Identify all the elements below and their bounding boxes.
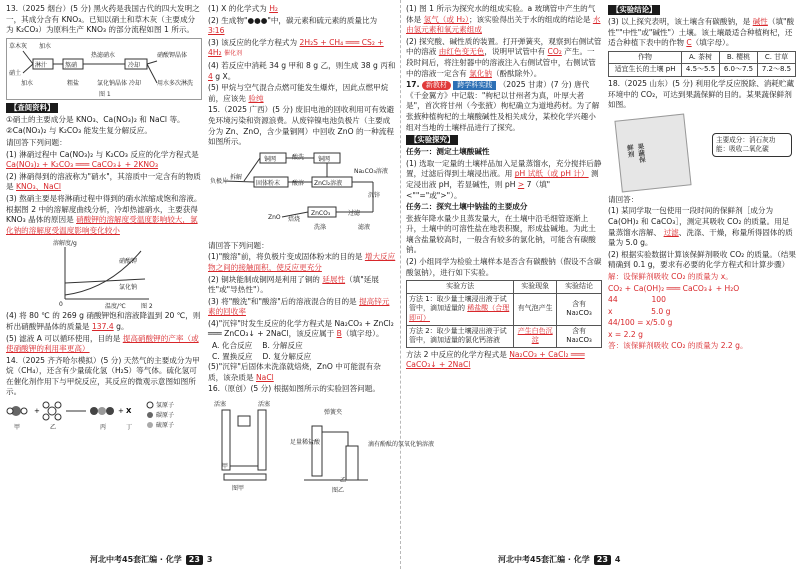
answer: 硝酸钾的溶解度受温度影响较大，氯化钠的溶解度受温度影响变化较小 xyxy=(6,215,198,235)
table-cell: 7.2～8.5 xyxy=(758,64,796,77)
answer: KNO₃、NaCl xyxy=(16,182,62,192)
flow1-label: 氯化钠晶体 xyxy=(97,79,128,87)
answer: 3∶16 xyxy=(208,26,225,36)
flow15-label: ZnCl₂溶液 xyxy=(314,179,343,187)
q16-s1: (1) 图 1 所示为探究水的组成实验。a 玻璃管中产生的气体是 氢气（或 H₂）；该实验得出关于水的组成的结论是 水由氢元素和氧元素组成 xyxy=(406,4,601,35)
flow1-label: 草木灰 xyxy=(9,42,28,50)
interdisciplinary-tag: 跨学科实践 xyxy=(453,81,496,90)
info-2: ②Ca(NO₃)₂ 与 K₂CO₃ 能发生复分解反应。 xyxy=(6,126,152,136)
q14-s1: (1) X 的化学式为 H₂ xyxy=(208,4,278,13)
flow15-label: 酸溶 xyxy=(292,179,305,187)
mol-label: 甲 xyxy=(14,424,21,432)
conclusion-header: 【实验结论】 xyxy=(608,5,660,15)
legend-item: 硫原子 xyxy=(156,422,175,430)
table-cell: C. 甘草 xyxy=(758,51,796,64)
flow-diagram-1 xyxy=(7,39,201,99)
svg-text:+: + xyxy=(34,407,40,416)
answer: > xyxy=(517,179,525,189)
table-cell: 6.0～7.5 xyxy=(720,64,758,77)
experiment-table xyxy=(406,280,602,348)
q18-stem: 18.（2025 山东）(5 分) 利用化学反应脱除、消耗贮藏环境中的 CO₂，可达到果蔬保鲜的目的。某果蔬保鲜剂如图。 xyxy=(608,78,795,110)
answer: Ca(NO₃)₂ + K₂CO₃ ═══ CaCO₃↓ + 2KNO₃ xyxy=(6,160,159,170)
footer-title: 河北中考45套汇编 · 化学 xyxy=(498,554,590,564)
q15-s4: (4)"沉锌"时发生反应的化学方程式是 Na₂CO₃ + ZnCl₂ ═══ ZnCO₃↓ + 2NaCl，该反应属于 B（填字母）。 xyxy=(208,318,394,339)
q14-s5: (5) 甲烷与空气混合点燃可能发生爆炸，因此点燃甲烷前，应该先 验纯 xyxy=(208,83,389,103)
flow1-label: 用水多次淋洗 xyxy=(157,79,194,87)
table-row xyxy=(609,51,796,64)
q15-options xyxy=(208,352,396,363)
preservative-packet-image xyxy=(614,113,691,192)
flow1-label: 冷却 xyxy=(128,61,141,69)
footer-title: 河北中考45套汇编 · 化学 xyxy=(90,554,182,564)
task-2-intro: 张掖年降水量少且蒸发量大，在土壤中沿毛细管逐渐上升，土壤中的可溶性盐在地表积聚，形成盐碱地。为此土壤含盐量较高时，一般含有较多的氯化钠，可能含有碳酸钠。 xyxy=(406,213,596,255)
answer: 氢气（或 H₂） xyxy=(423,14,469,24)
q18-s1: (1) 某同学取一包使用一段时间的保鲜剂［成分为 Ca(OH)₂ 和 CaCO₃］，测定其吸收 CO₂ 的质量。用足量蒸馏水溶解、 过滤、洗涤、干燥，称量所得固体的质量为 5.0 g。 xyxy=(608,206,793,248)
column-3 xyxy=(406,4,602,372)
solution-line: 44/100 = x/5.0 g xyxy=(608,318,673,328)
flow15-label: 酸洗 xyxy=(292,153,305,161)
mol-jia xyxy=(7,406,27,416)
solution-line: 解：设保鲜剂吸收 CO₂ 的质量为 x。 xyxy=(608,271,733,281)
conclusion-s3: (3) 以上探究表明，该土壤含有碳酸钠，是 碱性（填"酸性""中性"或"碱性"）土壤。该土壤最适合种植枸杞，还适合种植下表中的作物 C（填字母）。 xyxy=(608,17,795,48)
table-header: 实验方法 xyxy=(407,281,514,294)
table-cell: A. 茶树 xyxy=(682,51,720,64)
info-header: 【查阅资料】 xyxy=(6,103,58,113)
table-row xyxy=(407,293,602,325)
answer: CO₂ xyxy=(547,47,562,57)
answer: 验纯 xyxy=(248,93,264,103)
solution-line: CO₂ + Ca(OH)₂ ═══ CaCO₃↓ + H₂O xyxy=(608,283,740,293)
answer: 稀盐酸（合理即可） xyxy=(409,304,510,323)
q13-s2: (2) 淋硝得到的溶液称为"硝水"，其溶质中一定含有的物质是 KNO₃、NaCl xyxy=(6,171,201,192)
apparatus-label: 乙 xyxy=(340,477,347,485)
table-cell: 含有 Na₂CO₃ xyxy=(557,293,602,325)
task-1-s1: (1) 选取一定量的土壤样品加入足量蒸馏水，充分搅拌后静置，过滤后得到土壤浸出液。用 pH 试纸（或 pH 计） 测定浸出液 pH，若显碱性，则 pH > 7（填"<""="或">"）。 xyxy=(406,158,602,200)
footer-page-num: 23 xyxy=(186,555,203,566)
q17-stem: 17. 新教材 跨学科实践 （2025 甘肃）(7 分) 唐代《千金翼方》中记载："枸杞以甘州者为真，叶厚大者是"，首次将甘州（今张掖）枸杞确立为道地药材。为了解张掖种植枸杞的土壤酸碱性及相关成分，某校化学兴趣小组对当地的土壤样品进行了探究。 xyxy=(406,80,600,132)
answer: 2H₂S + CH₄ ═══ CS₂ + 4H₂ xyxy=(208,37,384,58)
footer-right xyxy=(498,553,620,567)
packet-text: 果蔬保鲜剂 xyxy=(625,142,647,163)
q14-stem: 14.（2025 齐齐哈尔模拟）(5 分) 天然气的主要成分为甲烷（CH₄），还含有少量硫化氢（H₂S）等气体。硫化氢可在催化剂作用下与甲烷反应，其反应的微观示意图如图所示。 xyxy=(6,355,200,397)
flow-diagram-15 xyxy=(208,149,396,241)
column-1 xyxy=(6,4,202,433)
q13-stem: 13.（2025 烟台）(5 分) 黑火药是我国古代的四大发明之一，其成分含有 KNO₃。已知以硝土和草木灰（主要成分为 K₂CO₃）为原料生产 KNO₃ 的部分流程如图 1 所示。 xyxy=(6,4,200,35)
packet-callout: 主要成分：消石灰功能：吸收二氧化碳 xyxy=(712,133,792,157)
flow15-label: Na₂CO₃溶液 xyxy=(354,167,388,175)
q14-s4: (4) 若反应中消耗 34 g 甲和 8 g 乙，则生成 38 g 丙和 4 g X。 xyxy=(208,60,396,81)
q15-s1: (1)"酸溶"前，将负极片变成固体粉末的目的是 增大反应物之间的接触面积，使反应更充分 xyxy=(208,252,396,272)
answer: B xyxy=(336,329,342,339)
answer: C xyxy=(686,38,692,48)
q13-s4: (4) 将 80 ℃ 的 269 g 硝酸钾饱和溶液降温到 20 ℃，则析出硝酸钾晶体的质量是 137.4 g。 xyxy=(6,311,201,331)
answer: 过滤 xyxy=(663,227,679,237)
q13-s5: (5) 滤液 A 可以循环使用，目的是 提高硝酸钾的产率（或使硝酸钾的利用率更高） xyxy=(6,333,199,354)
solution-line: 答：该保鲜剂吸收 CO₂ 的质量为 2.2 g。 xyxy=(608,341,748,351)
table-row xyxy=(407,325,602,347)
curve1-label: 硝酸钾 xyxy=(119,258,138,266)
option: A. 化合反应 xyxy=(212,341,253,351)
apparatus-label: 甲 xyxy=(222,463,229,471)
flow1-label: 粗盐 xyxy=(67,79,80,87)
flow15-label: 滤液 xyxy=(358,223,371,231)
flow15-label: 固体粉末 xyxy=(256,179,281,187)
answer: 产生白色沉淀 xyxy=(517,326,553,345)
q16-stem: 16.（原创）(5 分) 根据如图所示的实验回答问题。 xyxy=(208,384,380,394)
ask-text: 请回答： xyxy=(608,194,639,204)
flow1-label: 冷却 xyxy=(129,79,142,87)
solution-line: x 5.0 g xyxy=(608,306,671,316)
answer: 提高锌元素的回收率 xyxy=(208,296,390,317)
solution-line: 44 100 xyxy=(608,295,666,305)
reaction-condition: 催化剂 xyxy=(224,50,243,58)
answer: 延展性 xyxy=(322,274,346,284)
flow15-label: 洗涤 xyxy=(314,223,327,231)
table-row xyxy=(609,64,796,77)
molecule-reaction-svg xyxy=(6,399,200,433)
fig2-ylabel: 溶解度/g xyxy=(53,240,77,248)
figure-1-flow xyxy=(6,38,202,100)
flow15-label: 沉锌 xyxy=(368,191,381,199)
fig2-xlabel: 温度/℃ xyxy=(105,303,126,311)
q14-s3: (3) 该反应的化学方程式为 2H₂S + CH₄ ═══ CS₂ + 4H₂ 催化剂 xyxy=(208,37,384,58)
ask-text: 请回答下列问题： xyxy=(208,240,269,250)
answer: 提高硝酸钾的产率（或使硝酸钾的利用率更高） xyxy=(6,333,199,354)
q15-s3: (3) 将"酸洗"和"酸溶"后的溶液混合的目的是 提高锌元素的回收率 xyxy=(208,296,390,317)
mol-bing xyxy=(90,407,114,415)
q16-s2: (2) 探究酸、碱性质的装置。打开弹簧夹，观察到右侧试管中的溶液 由红色变无色，说明甲试管中有 CO₂ 产生。一段时间后，将注射器中的溶液注入右侧试管中，右侧试管中的溶液一定含有 氯化钠（酚酞除外）。 xyxy=(406,36,602,78)
apparatus-caption: 图甲 xyxy=(232,485,245,493)
answer: H₂ xyxy=(269,4,278,13)
answer: Na₂CO₃ + CaCl₂ ═══ CaCO₃↓ + 2NaCl xyxy=(406,349,585,370)
figure-16 xyxy=(208,396,435,495)
solubility-curve xyxy=(49,237,159,311)
apparatus-svg xyxy=(208,396,435,495)
answer: 碱性 xyxy=(752,17,768,26)
column-4 xyxy=(608,4,796,353)
q15-options xyxy=(208,341,396,352)
q15-s2: (2) 铜块能制成铜网是利用了铜的 延展性（填"延展性"或"导热性"）。 xyxy=(208,274,379,295)
mol-label: 丁 xyxy=(126,424,133,432)
table-header: 适宜生长的土壤 pH xyxy=(609,64,682,77)
flow1-label: 硝土 xyxy=(9,69,22,77)
answer: NaCl xyxy=(255,372,274,382)
apparatus-label: 滴有酚酞的氢氧化钠溶液 xyxy=(368,441,435,449)
task-2-s2: (2) 小组同学为检验土壤样本是否含有碳酸钠（假设不含碳酸氢钠），进行如下实验。 xyxy=(406,257,602,277)
flow15-label: 过滤 xyxy=(348,209,361,217)
info-1: ①硝土的主要成分是 KNO₃、Ca(NO₃)₂ 和 NaCl 等。 xyxy=(6,114,185,124)
table-cell: 含有 Na₂CO₃ xyxy=(557,325,602,347)
flow15-label: 拆解 xyxy=(230,173,243,181)
svg-text:X: X xyxy=(126,407,132,416)
q14-s2: (2) 生成物"●●●"中，碳元素和硫元素的质量比为 3∶16 xyxy=(208,15,378,36)
new-textbook-tag: 新教材 xyxy=(422,81,451,90)
flow1-label: 加水 xyxy=(21,79,34,87)
option: C. 置换反应 xyxy=(212,351,253,361)
flow15-label: 铜网 xyxy=(318,155,331,163)
answer: 增大反应物之间的接触面积，使反应更充分 xyxy=(208,252,396,272)
q13-s3: (3) 熬硝主要是将淋硝过程中得到的硝水浓缩成饱和溶液。根据图 2 中的溶解度曲线分析，冷却热滤硝水，主要获得 KNO₃ 晶体的原因是 硝酸钾的溶解度受温度影响较大，氯化钠的溶解度受温度影响变化较小 xyxy=(6,193,202,235)
flow1-label: 热滤硝水 xyxy=(91,51,116,59)
table-cell: 有气泡产生 xyxy=(514,293,557,325)
flow1-label: 熬硝 xyxy=(65,61,78,69)
legend-item: 碳原子 xyxy=(156,412,175,420)
table-cell xyxy=(514,325,557,347)
flow15-label: 焙烧 xyxy=(288,215,301,223)
figure-15-flow xyxy=(208,149,396,241)
answer: 氯化钠 xyxy=(469,68,492,78)
task-2-title: 任务二：探究土壤中钠盐的主要成分 xyxy=(406,202,528,212)
apparatus-label: 活塞 xyxy=(214,401,227,409)
legend-item: 氢原子 xyxy=(156,402,175,410)
mol-yi xyxy=(43,402,61,420)
apparatus-label: 活塞 xyxy=(258,401,271,409)
answer: pH 试纸（或 pH 计） xyxy=(514,169,589,179)
answer: 水由氢元素和氧元素组成 xyxy=(406,14,601,35)
crop-table xyxy=(608,51,796,77)
preservative-figure xyxy=(608,113,796,193)
table-header: 作物 xyxy=(609,51,682,64)
solution-line: x = 2.2 g xyxy=(608,329,643,339)
ask-text: 请回答下列问题： xyxy=(6,137,67,147)
curve2-label: 氯化钠 xyxy=(119,284,138,292)
answer: 4 xyxy=(208,71,213,81)
electrolysis-apparatus xyxy=(222,410,266,480)
svg-text:+: + xyxy=(118,407,124,416)
nacl-curve xyxy=(65,279,145,283)
table-header: 实验现象 xyxy=(514,281,557,294)
mol-label: 丙 xyxy=(100,424,107,432)
fig2-origin: 0 xyxy=(59,301,63,309)
q15-s5: (5)"沉锌"后固体未洗涤就焙烧，ZnO 中可能混有杂质，该杂质是 NaCl xyxy=(208,362,381,382)
figure-2 xyxy=(6,237,202,311)
solution-block xyxy=(608,272,796,352)
footer-sub: 3 xyxy=(206,554,213,564)
table-cell: B. 樱桃 xyxy=(720,51,758,64)
table-cell: 方法 2：取少量土壤浸出液于试管中，滴加适量的氯化钙溶液 xyxy=(407,325,514,347)
page-divider xyxy=(400,0,401,569)
flow15-label: ZnCO₃ xyxy=(311,209,331,217)
q15-stem: 15.（2025 广西）(5 分) 废旧电池的回收利用可有效避免环境污染和资源浪费。从废锌镍电池负极片（主要成分为 Zn、ZnO，含少量铜网）中回收 ZnO 的一种流程如图所示。 xyxy=(208,105,395,147)
mol-label: 乙 xyxy=(50,424,57,432)
footer-page-num: 23 xyxy=(594,555,611,566)
flow15-label: 铜网 xyxy=(264,155,277,163)
task-2-equation: 方法 2 中反应的化学方程式是 Na₂CO₃ + CaCl₂ ═══ CaCO₃↓ + 2NaCl xyxy=(406,349,585,370)
apparatus-label: 弹簧夹 xyxy=(324,409,343,417)
q13-s1: (1) 淋硝过程中 Ca(NO₃)₂ 与 K₂CO₃ 反应的化学方程式是 Ca(NO₃)₂ + K₂CO₃ ═══ CaCO₃↓ + 2KNO₃ xyxy=(6,149,199,170)
apparatus-label: 足量稀盐酸 xyxy=(290,439,321,447)
figure-1-caption: 图 1 xyxy=(99,90,111,98)
flow1-label: 硝酸钾晶体 xyxy=(157,51,188,59)
table-cell: 4.5～5.5 xyxy=(682,64,720,77)
flow1-label: 加水 xyxy=(39,42,52,50)
apparatus-caption: 图乙 xyxy=(332,487,345,495)
flow15-label: ZnO xyxy=(268,213,281,221)
table-cell: 方法 1：取少量土壤浸出液于试管中，滴加适量的 稀盐酸（合理即可） xyxy=(407,293,514,325)
molecule-diagram xyxy=(6,399,202,433)
task-1-title: 任务一：测定土壤酸碱性 xyxy=(406,147,490,157)
flow15-label: 负极片 xyxy=(210,177,229,185)
table-header: 实验结论 xyxy=(557,281,602,294)
option: B. 分解反应 xyxy=(262,341,303,351)
flow1-label: 淋汁 xyxy=(35,61,48,69)
table-row xyxy=(407,281,602,294)
flask-apparatus xyxy=(304,426,368,480)
answer: 137.4 xyxy=(91,321,114,331)
q18-s2: (2) 根据实验数据计算该保鲜剂吸收 CO₂ 的质量。（结果精确到 0.1 g，要求有必要的化学方程式和计算步骤） xyxy=(608,249,796,270)
plan-header: 【实验探究】 xyxy=(406,135,458,145)
footer-left xyxy=(90,553,212,567)
footer-sub: 4 xyxy=(614,554,621,564)
fig2-caption: 图 2 xyxy=(141,303,153,311)
option: D. 复分解反应 xyxy=(262,351,312,361)
answer: 由红色变无色 xyxy=(438,47,485,57)
